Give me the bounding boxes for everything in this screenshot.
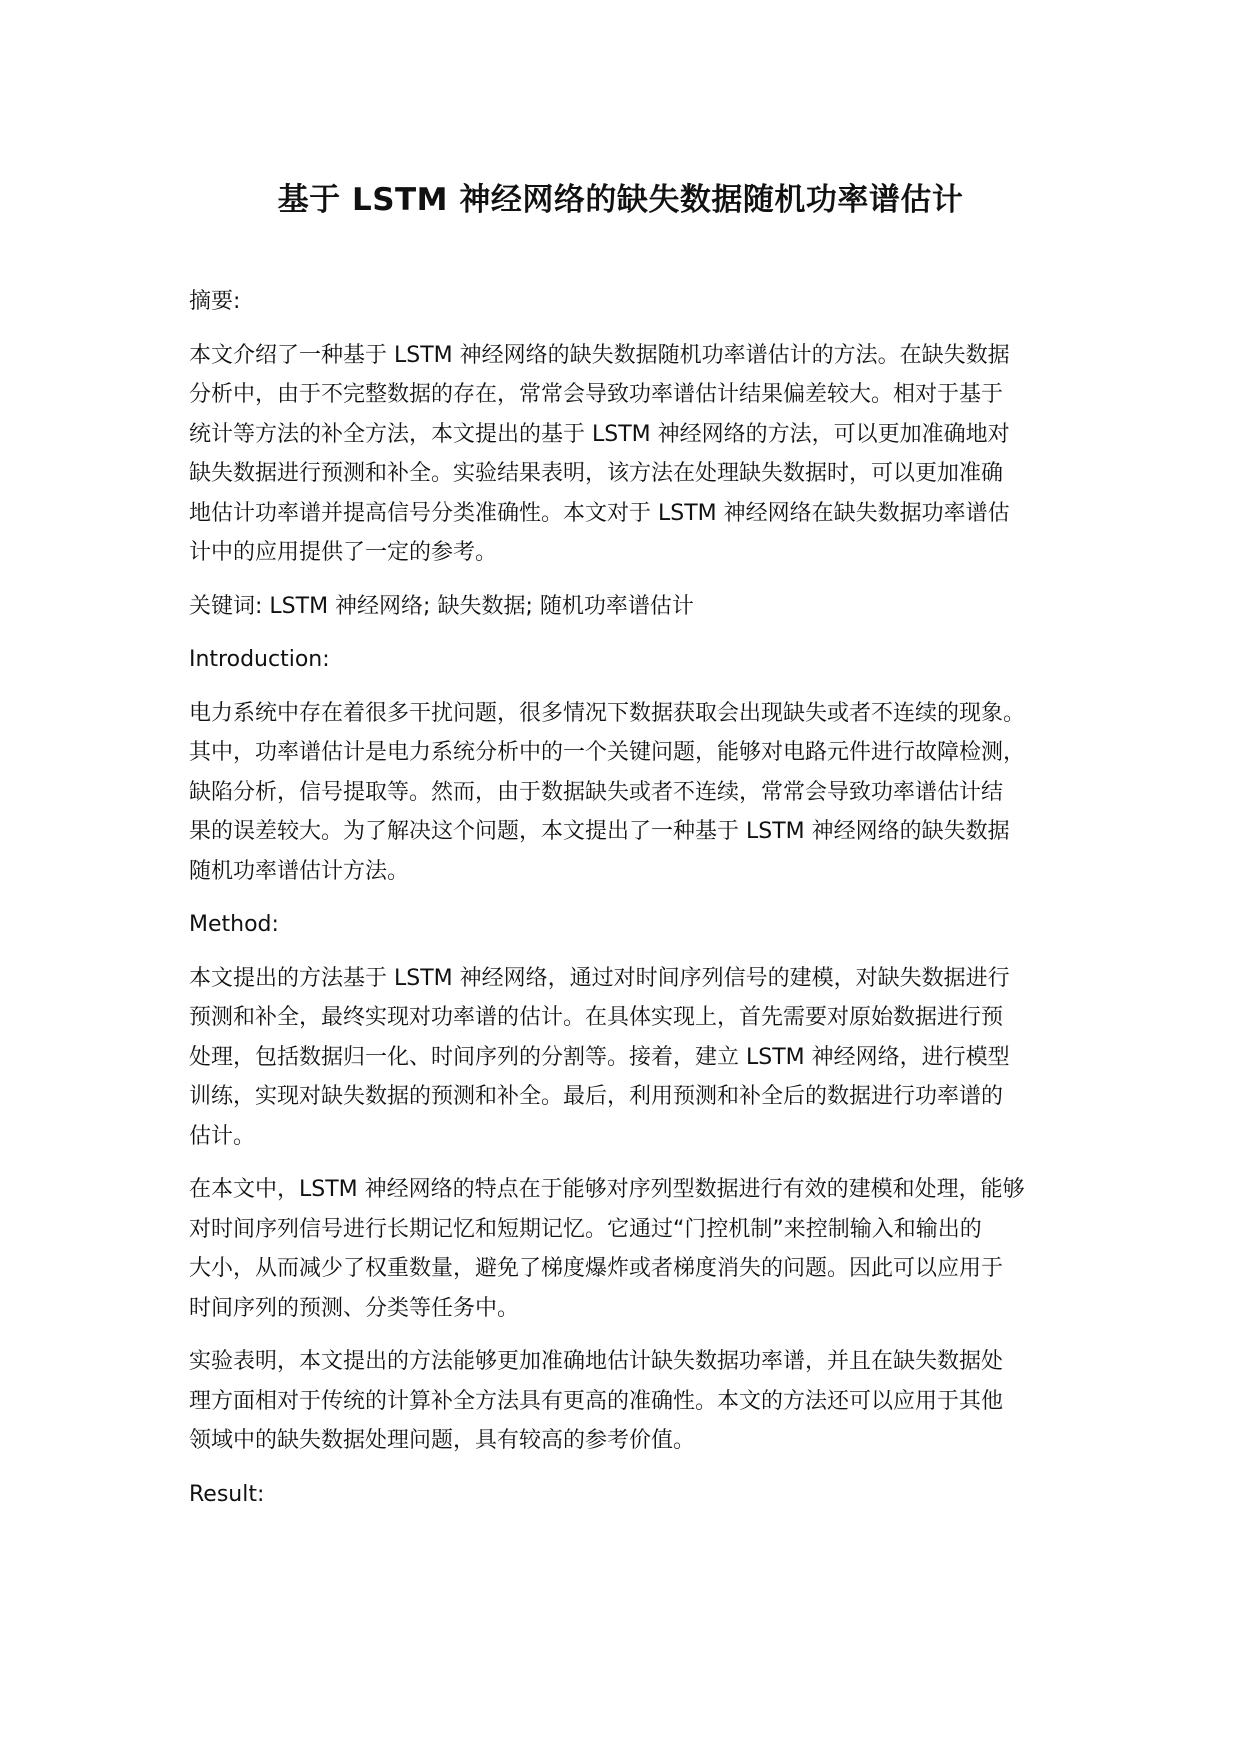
introduction-label: Introduction: — [189, 647, 330, 672]
introduction-paragraph — [189, 694, 1089, 892]
method-paragraph-3 — [189, 1342, 1089, 1461]
method-paragraph-2 — [189, 1170, 1089, 1328]
document-title: 基于 LSTM 神经网络的缺失数据随机功率谱估计 — [277, 182, 964, 218]
abstract-label: 摘要: — [189, 289, 241, 314]
method-line: 预测和补全，最终实现对功率谱的估计。在具体实现上，首先需要对原始数据进行预 — [189, 1005, 1004, 1030]
method-paragraph-1 — [189, 959, 1089, 1157]
method-line: 时间序列的预测、分类等任务中。 — [189, 1295, 520, 1321]
introduction-line: 随机功率谱估计方法。 — [189, 858, 410, 884]
keywords-line: 关键词: LSTM 神经网络; 缺失数据; 随机功率谱估计 — [189, 593, 694, 619]
introduction-line: 电力系统中存在着很多干扰问题，很多情况下数据获取会出现缺失或者不连续的现象。 — [189, 700, 1026, 726]
abstract-line: 计中的应用提供了一定的参考。 — [189, 540, 498, 565]
introduction-line: 缺陷分析，信号提取等。然而，由于数据缺失或者不连续，常常会导致功率谱估计结 — [189, 779, 1004, 805]
introduction-line: 果的误差较大。为了解决这个问题，本文提出了一种基于 LSTM 神经网络的缺失数据 — [189, 819, 1010, 844]
method-line: 训练，实现对缺失数据的预测和补全。最后，利用预测和补全后的数据进行功率谱的 — [189, 1084, 1004, 1109]
method-line: 实验表明，本文提出的方法能够更加准确地估计缺失数据功率谱，并且在缺失数据处 — [189, 1349, 1004, 1374]
abstract-line: 统计等方法的补全方法，本文提出的基于 LSTM 神经网络的方法，可以更加准确地对 — [189, 421, 1010, 447]
abstract-line: 分析中，由于不完整数据的存在，常常会导致功率谱估计结果偏差较大。相对于基于 — [189, 382, 1004, 407]
introduction-line: 其中，功率谱估计是电力系统分析中的一个关键问题，能够对电路元件进行故障检测， — [189, 740, 1026, 765]
method-line: 在本文中，LSTM 神经网络的特点在于能够对序列型数据进行有效的建模和处理，能够 — [189, 1177, 1025, 1202]
abstract-line: 本文介绍了一种基于 LSTM 神经网络的缺失数据随机功率谱估计的方法。在缺失数据 — [189, 342, 1010, 368]
abstract-line: 缺失数据进行预测和补全。实验结果表明，该方法在处理缺失数据时，可以更加准确 — [189, 461, 1004, 486]
method-line: 处理，包括数据归一化、时间序列的分割等。接着，建立 LSTM 神经网络，进行模型 — [189, 1044, 1010, 1070]
abstract-line: 地估计功率谱并提高信号分类准确性。本文对于 LSTM 神经网络在缺失数据功率谱估 — [189, 500, 1010, 526]
method-line: 领域中的缺失数据处理问题，具有较高的参考价值。 — [189, 1428, 696, 1453]
abstract-paragraph — [189, 336, 1089, 573]
document-body — [189, 282, 1089, 1528]
method-line: 本文提出的方法基于 LSTM 神经网络，通过对时间序列信号的建模，对缺失数据进行 — [189, 965, 1010, 991]
method-line: 大小，从而减少了权重数量，避免了梯度爆炸或者梯度消失的问题。因此可以应用于 — [189, 1256, 1004, 1281]
result-label: Result: — [189, 1481, 265, 1507]
method-line: 估计。 — [189, 1123, 256, 1149]
method-line: 对时间序列信号进行长期记忆和短期记忆。它通过“门控机制”来控制输入和输出的 — [189, 1216, 982, 1242]
method-label: Method: — [189, 912, 279, 937]
method-line: 理方面相对于传统的计算补全方法具有更高的准确性。本文的方法还可以应用于其他 — [189, 1388, 1004, 1414]
